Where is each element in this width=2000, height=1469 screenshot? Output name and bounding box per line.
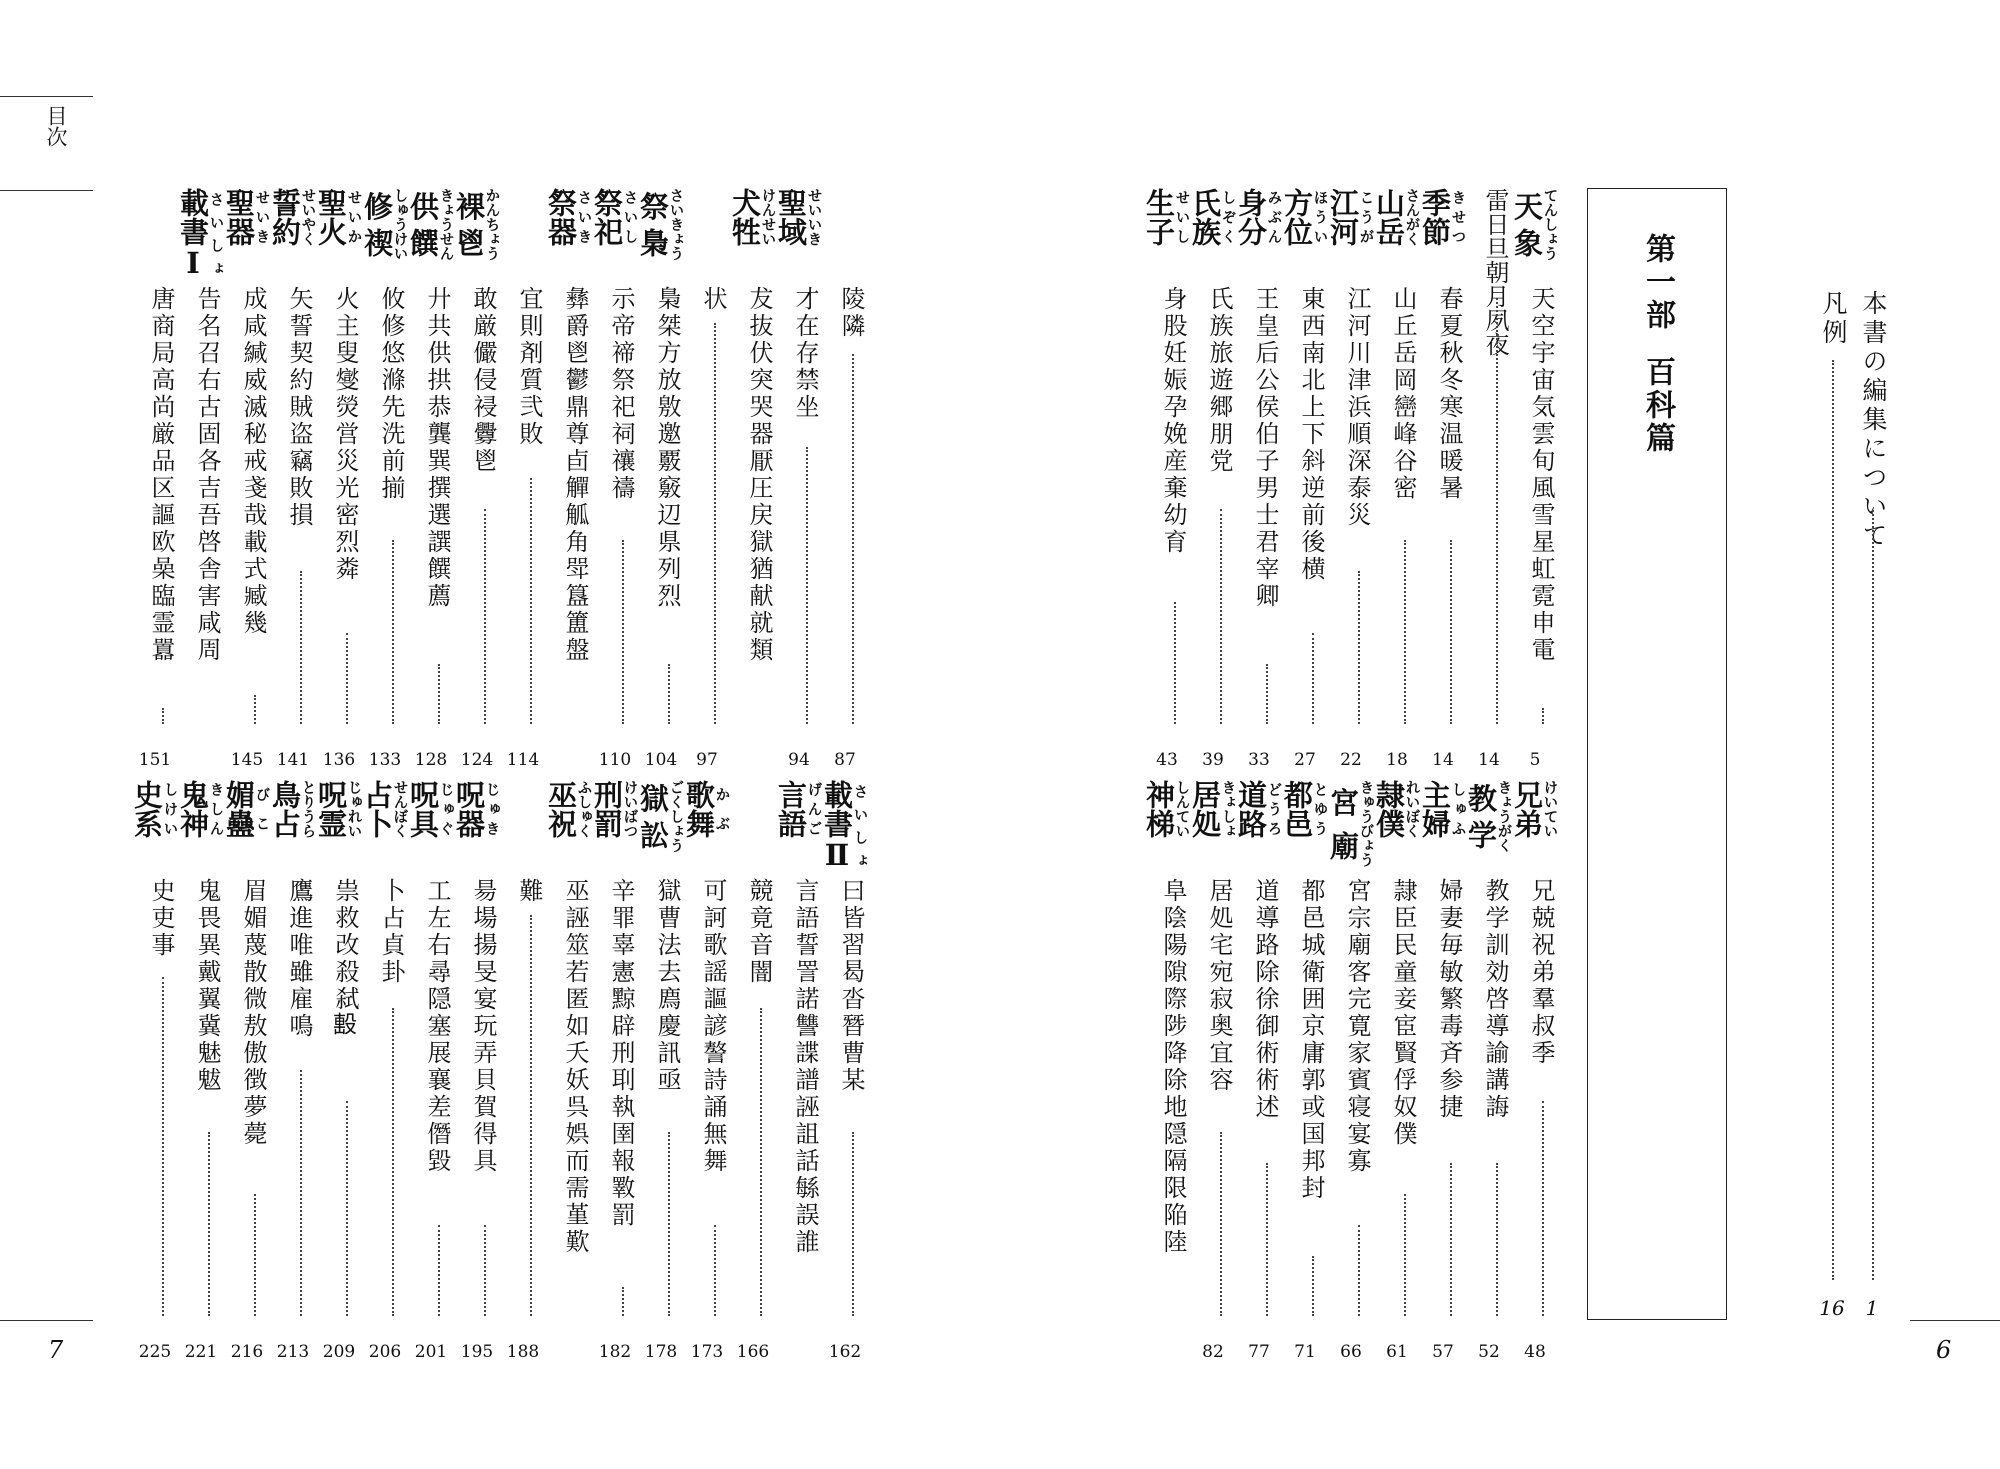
heading-reading: とりうら	[299, 780, 317, 838]
heading-reading: せいか	[345, 188, 363, 246]
heading-text: 聖火	[314, 188, 348, 246]
entry-characters: 眉媚蔑散微敖傲徴夢薨	[239, 878, 267, 1148]
dot-leader	[254, 695, 256, 724]
heading-text: 祭祀	[590, 188, 624, 246]
page-ref: 43	[1156, 750, 1178, 770]
entry-characters: 阜陰陽隙際陟降除地隠隔限陥陸	[1159, 878, 1187, 1256]
entry-characters: 隷臣民童妾宦賢俘奴僕	[1389, 878, 1417, 1148]
page-ref: 173	[690, 1342, 724, 1362]
heading-reading: せいき	[253, 188, 271, 246]
heading-text: 氏族	[1188, 188, 1222, 246]
heading-reading: さんがく	[1403, 188, 1421, 246]
heading-text: 呪具	[406, 780, 440, 838]
dot-leader	[346, 1101, 348, 1316]
dot-leader	[1312, 633, 1314, 724]
heading-text: 載書Ⅱ	[820, 780, 854, 872]
entry-characters: 江河川津浜順深泰災	[1343, 286, 1371, 529]
heading-text: 載書Ⅰ	[176, 188, 210, 280]
heading-reading: しけい	[161, 780, 179, 838]
page-ref: 5	[1529, 750, 1541, 770]
entry-characters: 難	[515, 878, 543, 905]
heading-reading: じゅれい	[345, 780, 363, 838]
front-title: 凡例	[1819, 290, 1848, 348]
heading-reading: びこ	[253, 780, 271, 838]
dot-leader	[852, 354, 854, 724]
entry-characters: 攸修悠滌先洗前揃	[377, 286, 405, 502]
front-title: 本書の編集について	[1859, 290, 1888, 551]
dot-leader	[1496, 298, 1498, 724]
page-ref: 1	[1865, 1296, 1879, 1320]
page-ref: 188	[506, 1342, 540, 1362]
entry-characters: 身股妊娠孕娩産棄幼育	[1159, 286, 1187, 556]
page-ref: 124	[460, 750, 494, 770]
dot-leader	[1220, 509, 1222, 724]
dot-leader	[208, 1132, 210, 1316]
heading-reading: とゆう	[1311, 780, 1329, 838]
page-ref: 77	[1248, 1342, 1270, 1362]
dot-leader	[530, 478, 532, 724]
heading-word	[1142, 780, 1191, 838]
toc-front-entry-2	[1800, 290, 1860, 1320]
section-heading	[1142, 780, 1190, 838]
dot-leader	[530, 915, 532, 1316]
page-ref: 16	[1819, 1296, 1845, 1320]
dot-leader	[1358, 571, 1360, 724]
dot-leader	[1312, 1256, 1314, 1316]
dot-leader	[484, 509, 486, 724]
dot-leader	[1542, 1101, 1544, 1316]
entry-characters: 梟桀方放敫邀覈竅辺県列烈	[653, 286, 681, 610]
entry-characters: 巫誣筮若匿如夭妖呉娯而需堇歎	[561, 878, 589, 1256]
heading-text: 主婦	[1418, 780, 1452, 838]
entry-characters: 可訶歌謡謳諺謷詩誦無舞	[699, 878, 727, 1175]
entry-characters: 居処宅宛寂奥宜容	[1205, 878, 1233, 1094]
page-ref: 39	[1202, 750, 1224, 770]
heading-reading: せいいき	[805, 188, 823, 246]
dot-leader	[162, 708, 164, 724]
heading-reading: かんちょう	[483, 188, 501, 261]
page-ref: 97	[696, 750, 718, 770]
running-head: 目次	[44, 105, 68, 147]
page-ref: 195	[460, 1342, 494, 1362]
entry-characters: 陵隣	[837, 286, 865, 340]
heading-text: 都邑	[1280, 780, 1314, 838]
dot-leader	[622, 540, 624, 724]
part-title	[1635, 233, 1679, 455]
entry-characters: 成咸緘威滅秘戒戔哉載式臧幾	[239, 286, 267, 637]
page-ref: 114	[506, 750, 540, 770]
dot-leader	[300, 1070, 302, 1316]
page-ref: 151	[138, 750, 172, 770]
dot-leader	[300, 571, 302, 724]
page-ref: 27	[1294, 750, 1316, 770]
heading-reading: けいてい	[1541, 780, 1559, 838]
section-heading	[130, 780, 178, 838]
entry-characters: 唐商局高尚厳品区謳欧喿臨霊囂	[147, 286, 175, 664]
heading-reading: かぶ	[713, 780, 731, 838]
page-ref: 201	[414, 1342, 448, 1362]
heading-reading: きゅうびょう	[1357, 780, 1375, 867]
page-ref: 61	[1386, 1342, 1408, 1362]
heading-text: 祭器	[544, 188, 578, 246]
rule-bottom-right	[1910, 1320, 2000, 1321]
page-ref: 216	[230, 1342, 264, 1362]
heading-text: 隷僕	[1372, 780, 1406, 838]
toc-entry	[1136, 188, 1202, 788]
page-number-left: 7	[48, 1336, 64, 1364]
entry-characters: 才在存禁坐	[791, 286, 819, 421]
heading-text: 季節	[1418, 188, 1452, 246]
page-ref: 14	[1432, 750, 1454, 770]
entry-characters: 東西南北上下斜逆前後横	[1297, 286, 1325, 583]
heading-text: 兄弟	[1510, 780, 1544, 838]
heading-text: 呪器	[452, 780, 486, 838]
heading-text: 聖域	[774, 188, 808, 246]
entry-characters: 告名召右古固各吉吾啓舎害咸周	[193, 286, 221, 664]
entry-characters: 状	[699, 286, 727, 313]
heading-text: 犬牲	[728, 188, 762, 246]
entry-characters: 工左右尋隠塞展襄差僭毀	[423, 878, 451, 1175]
entry-characters: 春夏秋冬寒温暖暑	[1435, 286, 1463, 502]
dot-leader	[392, 540, 394, 724]
dot-leader	[162, 977, 164, 1316]
heading-text: 天象	[1510, 188, 1544, 261]
heading-text: 誓約	[268, 188, 302, 246]
heading-text: 江河	[1326, 188, 1360, 246]
heading-reading: さいしょ	[207, 188, 225, 280]
heading-text: 言語	[774, 780, 808, 838]
dot-leader	[1542, 708, 1544, 724]
entry-characters: 示帝禘祭祀祠禳禱	[607, 286, 635, 502]
page-ref: 145	[230, 750, 264, 770]
entry-characters: 教学訓効啓導諭講誨	[1481, 878, 1509, 1121]
heading-text: 鬼神	[176, 780, 210, 838]
dot-leader	[806, 447, 808, 724]
dot-leader	[1404, 540, 1406, 724]
heading-text: 教学	[1464, 780, 1498, 853]
heading-reading: さいきょう	[667, 188, 685, 261]
heading-text: 身分	[1234, 188, 1268, 246]
dot-leader	[254, 1194, 256, 1316]
part-name: 百科篇	[1640, 356, 1675, 455]
heading-reading: どうろ	[1265, 780, 1283, 838]
entry-characters: 道導路除徐御術術述	[1251, 878, 1279, 1121]
entry-characters: 鬼畏異戴翼冀魅魃	[193, 878, 221, 1094]
entry-characters: 宮宗廟客完寛家賓寝宴寡	[1343, 878, 1371, 1175]
entry-characters: 史吏事	[147, 878, 175, 959]
entry-characters: 敢厳儼侵祲釁鬯	[469, 286, 497, 475]
heading-reading: てんしょう	[1541, 188, 1559, 261]
dot-leader	[438, 664, 440, 724]
entry-characters: 彝爵鬯鬱鼎尊卣觶觚角斝簋簠盤	[561, 286, 589, 664]
heading-reading: きせつ	[1449, 188, 1467, 246]
heading-reading: じゅぐ	[437, 780, 455, 838]
page-ref: 136	[322, 750, 356, 770]
page-ref: 57	[1432, 1342, 1454, 1362]
dot-leader	[1496, 1163, 1498, 1316]
heading-text: 供饌	[406, 188, 440, 261]
heading-text: 獄訟	[636, 780, 670, 853]
toc-entry	[124, 188, 190, 788]
heading-reading: けいばつ	[621, 780, 639, 838]
entry-characters: 都邑城衛囲京庸郭或国邦封	[1297, 878, 1325, 1202]
heading-text: 居処	[1188, 780, 1222, 838]
rule-top-left	[0, 96, 93, 97]
heading-reading: しゅうけい	[391, 188, 409, 261]
heading-text: 山岳	[1372, 188, 1406, 246]
dot-leader	[1832, 360, 1834, 1280]
dot-leader	[852, 1132, 854, 1316]
dot-leader	[668, 1132, 670, 1316]
heading-reading: さいし	[621, 188, 639, 246]
page-ref: 213	[276, 1342, 310, 1362]
toc-entry	[124, 780, 190, 1380]
heading-text: 聖器	[222, 188, 256, 246]
entry-characters: 競竟音闇	[745, 878, 773, 986]
entry-characters: 鷹進唯雖雇鳴	[285, 878, 313, 1040]
heading-reading: ごくしょう	[667, 780, 685, 853]
entry-characters: 天空宇宙気雲旬風雪星虹霓申電	[1527, 286, 1555, 664]
heading-text: 道路	[1234, 780, 1268, 838]
heading-reading: ほうい	[1311, 188, 1329, 246]
rule-bottom-left	[0, 1320, 93, 1321]
heading-reading: せんぼく	[391, 780, 409, 838]
dot-leader	[760, 1008, 762, 1316]
heading-text: 媚蠱	[222, 780, 256, 838]
heading-text: 宮廟	[1326, 780, 1360, 867]
heading-reading: さいき	[575, 188, 593, 246]
page-ref: 94	[788, 750, 810, 770]
entry-characters: 祟救改殺弑𣪠	[331, 878, 359, 1040]
entry-characters: 婦妻毎敏繁毒斉参捷	[1435, 878, 1463, 1121]
entry-characters: 王皇后公侯伯子男士君宰卿	[1251, 286, 1279, 610]
page-ref: 110	[598, 750, 632, 770]
heading-reading: しゅふ	[1449, 780, 1467, 838]
page-ref: 52	[1478, 1342, 1500, 1362]
dot-leader	[346, 633, 348, 724]
page-ref: 14	[1478, 750, 1500, 770]
page-ref: 71	[1294, 1342, 1316, 1362]
dot-leader	[392, 1008, 394, 1316]
dot-leader	[622, 1287, 624, 1316]
toc-entry	[1136, 780, 1202, 1380]
dot-leader	[1220, 1132, 1222, 1316]
dot-leader	[714, 1225, 716, 1316]
heading-reading: きょうせん	[437, 188, 455, 261]
dot-leader	[484, 1225, 486, 1316]
heading-word	[130, 780, 179, 838]
entry-characters: 言語誓詈諾讐諜譜誣詛話緐誤誰	[791, 878, 819, 1256]
dot-leader	[1450, 540, 1452, 724]
dot-leader	[668, 664, 670, 724]
entry-characters: 獄曹法去廌慶訊亟	[653, 878, 681, 1094]
dot-leader	[714, 323, 716, 724]
page-ref: 166	[736, 1342, 770, 1362]
dot-leader	[438, 1225, 440, 1316]
page-ref: 162	[828, 1342, 862, 1362]
entry-characters: 犮抜伏突哭器厭圧戻獄猶献就類	[745, 286, 773, 664]
entry-characters: 廾共供拱恭龔巽撰選譔饌薦	[423, 286, 451, 610]
part-heading-box	[1587, 188, 1727, 1320]
heading-text: 鳥占	[268, 780, 302, 838]
entry-characters: 氏族旅遊郷朋党	[1205, 286, 1233, 475]
heading-text: 呪霊	[314, 780, 348, 838]
heading-text: 裸鬯	[452, 188, 486, 261]
part-number: 第一部	[1640, 233, 1675, 332]
page-ref: 33	[1248, 750, 1270, 770]
heading-reading: きょしょ	[1219, 780, 1237, 838]
heading-text: 祭梟	[636, 188, 670, 261]
heading-reading: せいやく	[299, 188, 317, 246]
heading-reading: しぞく	[1219, 188, 1237, 246]
page-ref: 22	[1340, 750, 1362, 770]
page-ref: 206	[368, 1342, 402, 1362]
entry-characters: 卜占貞卦	[377, 878, 405, 986]
heading-reading: こうが	[1357, 188, 1375, 246]
entry-characters: 矢誓契約賊盗竊敗損	[285, 286, 313, 529]
dot-leader	[1450, 1163, 1452, 1316]
heading-text: 巫祝	[544, 780, 578, 838]
dot-leader	[1404, 1194, 1406, 1316]
heading-reading: みぶん	[1265, 188, 1283, 246]
page-ref: 178	[644, 1342, 678, 1362]
rule-upper-left	[0, 190, 93, 191]
page-ref: 182	[598, 1342, 632, 1362]
dot-leader	[1266, 664, 1268, 724]
entry-characters: 曰皆習曷沓朁曹某	[837, 878, 865, 1094]
entry-characters: 山丘岳岡巒峰谷密	[1389, 286, 1417, 502]
section-heading	[1478, 188, 1512, 356]
dot-leader	[1174, 602, 1176, 724]
heading-text: 刑罰	[590, 780, 624, 838]
page-ref: 221	[184, 1342, 218, 1362]
dot-leader	[1358, 1225, 1360, 1316]
heading-reading: ふしゅく	[575, 780, 593, 838]
heading-reading: さいしょ	[851, 780, 869, 872]
page-number-right: 6	[1936, 1336, 1952, 1364]
page-ref: 104	[644, 750, 678, 770]
entry-characters: 火主叟燮熒営災光密烈粦	[331, 286, 359, 583]
page-ref: 133	[368, 750, 402, 770]
page-ref: 66	[1340, 1342, 1362, 1362]
page-ref: 87	[834, 750, 856, 770]
heading-reading: きしん	[207, 780, 225, 838]
page-ref: 141	[276, 750, 310, 770]
heading-reading: じゅき	[483, 780, 501, 838]
heading-text: 方位	[1280, 188, 1314, 246]
heading-reading: けんせい	[759, 188, 777, 246]
heading-reading: げんご	[805, 780, 823, 838]
heading-reading: きょうがく	[1495, 780, 1513, 853]
page-ref: 225	[138, 1342, 172, 1362]
heading-reading: せいし	[1173, 188, 1191, 246]
heading-text: 修禊	[360, 188, 394, 261]
entry-characters: 宜則剤質弐敗	[515, 286, 543, 448]
heading-text: 史系	[130, 780, 164, 838]
entry-characters: 兄兢祝弟羣叔季	[1527, 878, 1555, 1067]
heading-text: 歌舞	[682, 780, 716, 838]
entry-characters: 昜場揚旻宴玩弄貝賀得具	[469, 878, 497, 1175]
heading-text: 神梯	[1142, 780, 1176, 838]
page-ref: 48	[1524, 1342, 1546, 1362]
heading-word	[1142, 188, 1191, 246]
page-ref: 82	[1202, 1342, 1224, 1362]
page-ref: 209	[322, 1342, 356, 1362]
page-ref: 128	[414, 750, 448, 770]
dot-leader	[1266, 1163, 1268, 1316]
entry-characters: 辛罪辜憲黥辟刑刵執圉報斁罰	[607, 878, 635, 1229]
section-heading	[1142, 188, 1190, 246]
page-ref: 18	[1386, 750, 1408, 770]
heading-text: 雷日旦朝月夙夜	[1481, 188, 1509, 356]
heading-text: 占卜	[360, 780, 394, 838]
heading-text: 生子	[1142, 188, 1176, 246]
dot-leader	[1872, 510, 1874, 1280]
heading-reading: れいぼく	[1403, 780, 1421, 838]
heading-reading: しんてい	[1173, 780, 1191, 838]
